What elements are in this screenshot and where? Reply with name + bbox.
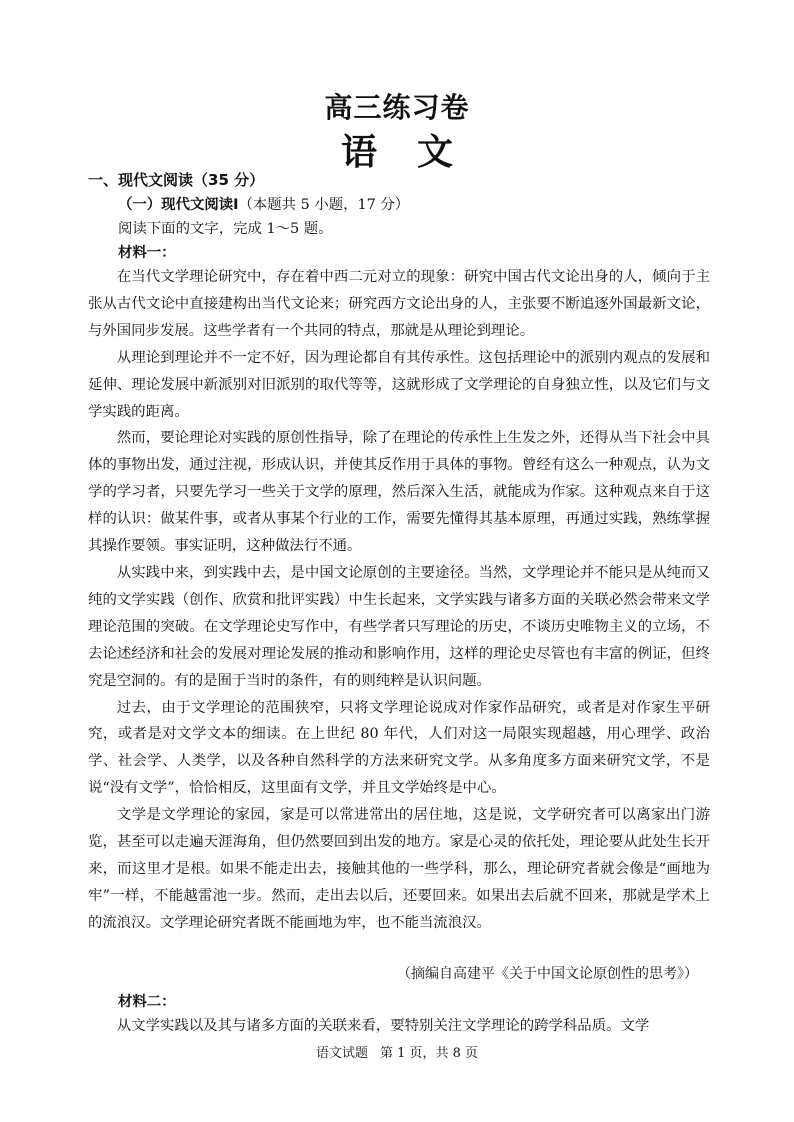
paragraph: 在当代文学理论研究中，存在着中西二元对立的现象：研究中国古代文论出身的人，倾向于主张从古代文论中直接建构出当代文论来；研究西方文论出身的人，主张要不断追逐外国最新文论，与外国同步发展。这些学者有一个共同的特点，那就是从理论到理论。 [88,269,710,339]
sub-section-note: （本题共 5 小题，17 分） [238,197,410,213]
paragraph: 从文学实践以及其与诸多方面的关联来看，要特别关注文学理论的跨学科品质。文学 [116,1018,650,1034]
material-2-label: 材料二： [118,994,176,1010]
material-1-label: 材料一： [118,245,176,261]
subject-char-2: 文 [417,132,454,173]
page-footer [0,1042,794,1061]
material-2-body [88,1013,710,1040]
exam-title: 高三练习卷 [324,91,470,124]
sub-section-heading [118,193,409,217]
footer-subject: 语文试题 [315,1046,368,1061]
footer-page-number: 第 1 页，共 8 页 [379,1046,479,1061]
section-heading: 一、现代文阅读（35 分） [88,171,265,189]
subject-char-1: 语 [340,132,377,173]
sub-section-label: （一）现代文阅读Ⅰ [118,197,239,213]
paragraph: 文学是文学理论的家园，家是可以常进常出的居住地，这是说，文学研究者可以离家出门游览，甚至可以走遍天涯海角，但仍然要回到出发的地方。家是心灵的依托处，理论要从此处生长开来，而这里才是根。如果不能走出去，接触其他的一些学科，那么，理论研究者就会像是“画地为牢”一样，不能越雷池一步。然而，走出去以后，还要回来。如果出去后就不回来，那就是学术上的流浪汉。文学理论研究者既不能画地为牢，也不能当流浪汉。 [88,807,710,931]
paragraph: 过去，由于文学理论的范围狭窄，只将文学理论说成对作家作品研究，或者是对作家生平研究，或者是对文学文本的细读。在上世纪 80 年代，人们对这一局限实现超越，用心理学、政治学、社会学、人类学，以及各种自然科学的方法来研究文学。从多角度多方面来研究文学，不是说“没有文学”，恰恰相反，这里面有文学，并且文学始终是中心。 [88,699,710,797]
material-1-body [88,264,710,937]
paragraph: 然而，要论理论对实践的原创性指导，除了在理论的传承性上生发之外，还得从当下社会中具体的事物出发，通过注视，形成认识，并使其反作用于具体的事物。曾经有这么一种观点，认为文学的学习者，只要先学习一些关于文学的原理，然后深入生活，就能成为作家。这种观点来自于这样的认识：做某件事，或者从事某个行业的工作，需要先懂得其基本原理，再通过实践，熟练掌握其操作要领。事实证明，这种做法行不通。 [88,430,710,555]
source-citation: （摘编自高建平《关于中国文论原创性的思考》） [397,966,698,982]
paragraph: 从实践中来，到实践中去，是中国文论原创的主要途径。当然，文学理论并不能只是从纯而又纯的文学实践（创作、欣赏和批评实践）中生长起来，文学实践与诸多方面的关联必然会带来文学理论范围的突破。在文学理论史写作中，有些学者只写理论的历史，不谈历史唯物主义的立场，不去论述经济和社会的发展对理论发展的推动和影响作用，这样的理论史尽管也有丰富的例证，但终究是空洞的。有的是囿于当时的条件，有的则纯粹是认识问题。 [88,564,710,689]
paragraph: 从理论到理论并不一定不好，因为理论都自有其传承性。这包括理论中的派别内观点的发展和延伸、理论发展中新派别对旧派别的取代等等，这就形成了文学理论的自身独立性，以及它们与文学实践的距离。 [88,349,710,420]
reading-instruction: 阅读下面的文字，完成 1～5 题。 [118,221,333,237]
